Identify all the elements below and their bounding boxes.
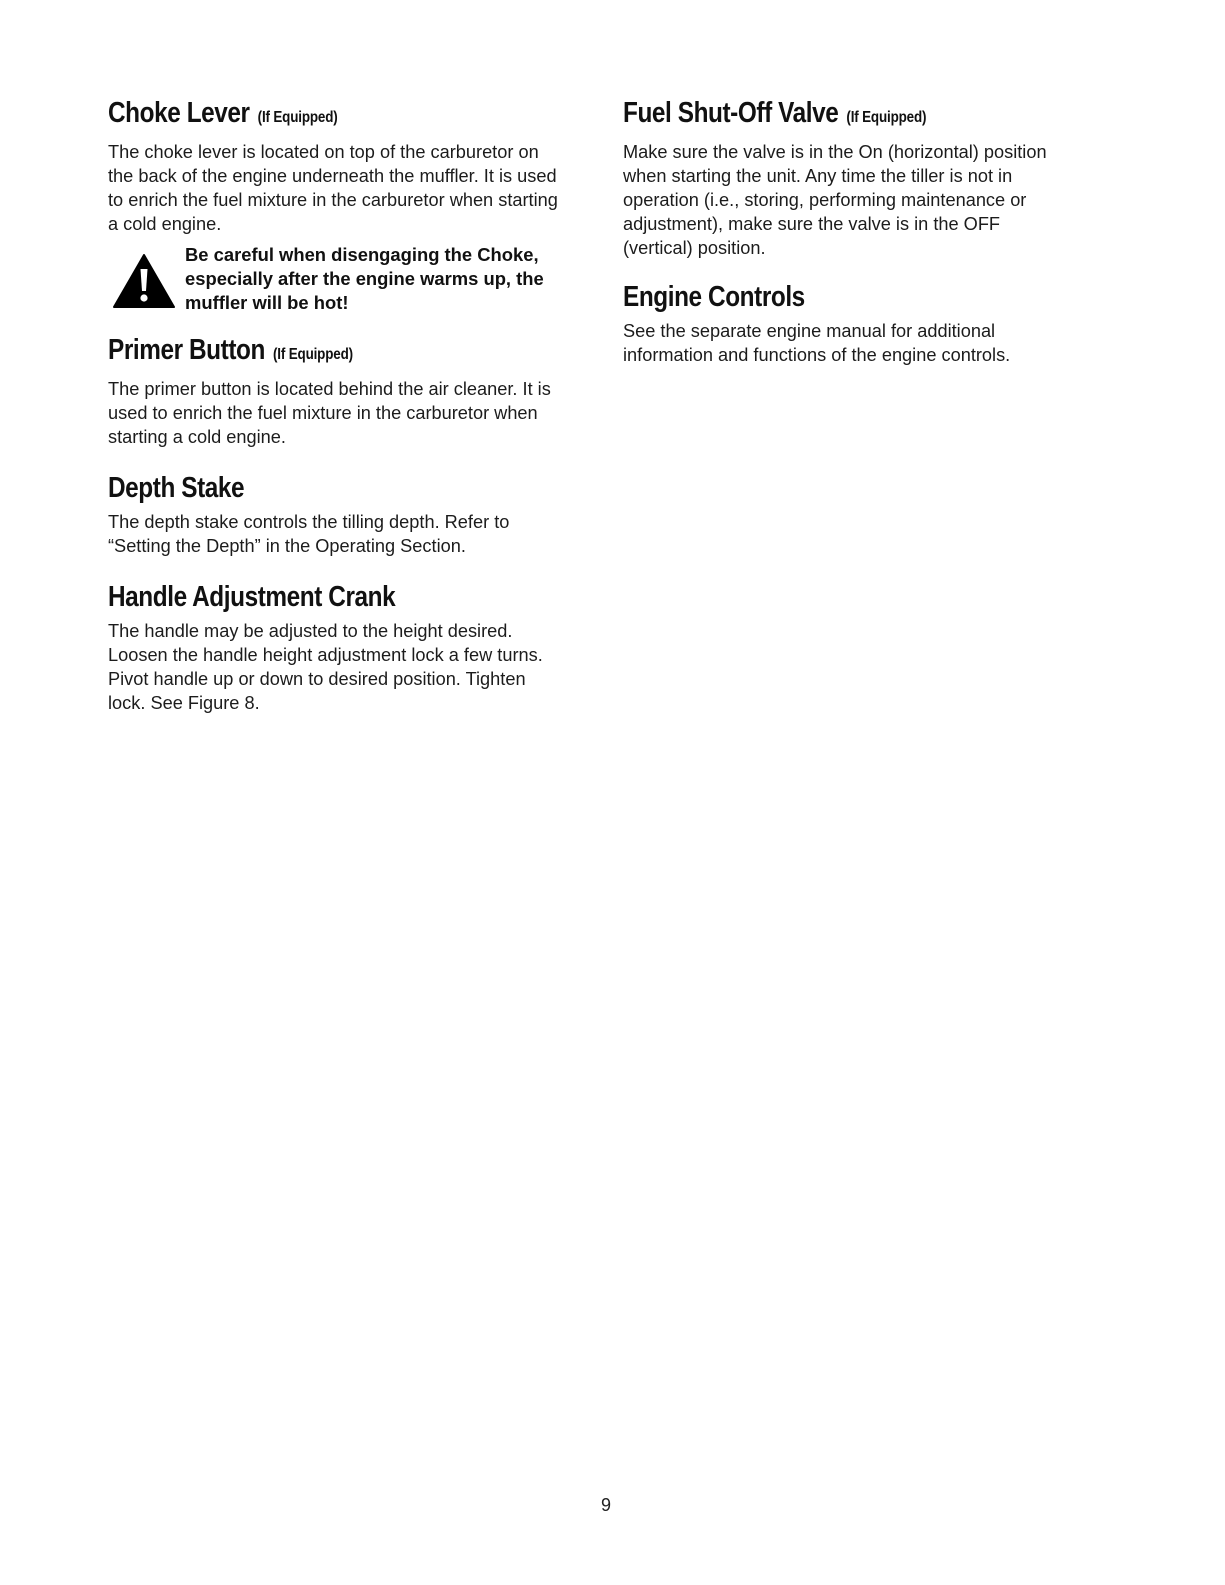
- left-column: [108, 96, 590, 715]
- fuel-shutoff-qualifier: (If Equipped): [846, 109, 927, 126]
- handle-adjustment-section: [108, 580, 590, 715]
- fuel-shutoff-paragraph: [623, 140, 1093, 260]
- right-column: [623, 96, 1093, 367]
- warning-triangle-icon: [112, 253, 176, 309]
- primer-button-paragraph: [108, 377, 590, 449]
- primer-button-qualifier: (If Equipped): [272, 346, 353, 363]
- choke-lever-qualifier: (If Equipped): [257, 109, 338, 126]
- warning-line: Be careful when disengaging the Choke,: [185, 244, 539, 265]
- paragraph-line: the back of the engine underneath the muffler. It is used: [108, 166, 557, 186]
- paragraph-line: The depth stake controls the tilling depth. Refer to: [108, 512, 510, 532]
- paragraph-line: information and functions of the engine controls.: [623, 345, 1011, 365]
- fuel-shutoff-title: Fuel Shut-Off Valve: [623, 97, 839, 129]
- paragraph-line: adjustment), make sure the valve is in the OFF: [623, 214, 1001, 234]
- page-number: 9: [600, 1495, 611, 1515]
- paragraph-line: starting a cold engine.: [108, 427, 286, 447]
- choke-lever-heading: [108, 96, 513, 135]
- paragraph-line: used to enrich the fuel mixture in the carburetor when: [108, 403, 538, 423]
- paragraph-line: a cold engine.: [108, 214, 222, 234]
- warning-message: [185, 243, 544, 315]
- fuel-shutoff-heading: [623, 96, 1018, 135]
- engine-controls-heading: Engine Controls: [623, 281, 805, 313]
- choke-lever-title: Choke Lever: [108, 97, 250, 129]
- paragraph-line: lock. See Figure 8.: [108, 693, 260, 713]
- paragraph-line: The primer button is located behind the air cleaner. It is: [108, 379, 551, 399]
- choke-warning: [108, 243, 590, 321]
- engine-controls-section: [623, 280, 1093, 367]
- paragraph-line: operation (i.e., storing, performing maintenance or: [623, 190, 1027, 210]
- depth-stake-paragraph: [108, 510, 590, 558]
- choke-lever-section: [108, 96, 590, 321]
- depth-stake-section: [108, 471, 590, 558]
- paragraph-line: “Setting the Depth” in the Operating Section.: [108, 536, 466, 556]
- paragraph-line: when starting the unit. Any time the tiller is not in: [623, 166, 1013, 186]
- fuel-shutoff-section: [623, 96, 1093, 260]
- warning-line: especially after the engine warms up, the: [185, 268, 544, 289]
- primer-button-section: [108, 333, 590, 449]
- paragraph-line: See the separate engine manual for additional: [623, 321, 996, 341]
- handle-adjustment-heading: Handle Adjustment Crank: [108, 581, 396, 613]
- paragraph-line: The handle may be adjusted to the height desired.: [108, 621, 513, 641]
- paragraph-line: to enrich the fuel mixture in the carburetor when starting: [108, 190, 558, 210]
- primer-button-title: Primer Button: [108, 334, 265, 366]
- paragraph-line: The choke lever is located on top of the carburetor on: [108, 142, 539, 162]
- engine-controls-paragraph: [623, 319, 1093, 367]
- paragraph-line: Pivot handle up or down to desired position. Tighten: [108, 669, 526, 689]
- handle-adjustment-paragraph: [108, 619, 590, 715]
- paragraph-line: (vertical) position.: [623, 238, 766, 258]
- depth-stake-heading: Depth Stake: [108, 472, 245, 504]
- paragraph-line: Loosen the handle height adjustment lock a few turns.: [108, 645, 543, 665]
- choke-lever-paragraph: [108, 140, 590, 236]
- warning-line: muffler will be hot!: [185, 292, 349, 313]
- paragraph-line: Make sure the valve is in the On (horizontal) position: [623, 142, 1047, 162]
- primer-button-heading: [108, 333, 513, 372]
